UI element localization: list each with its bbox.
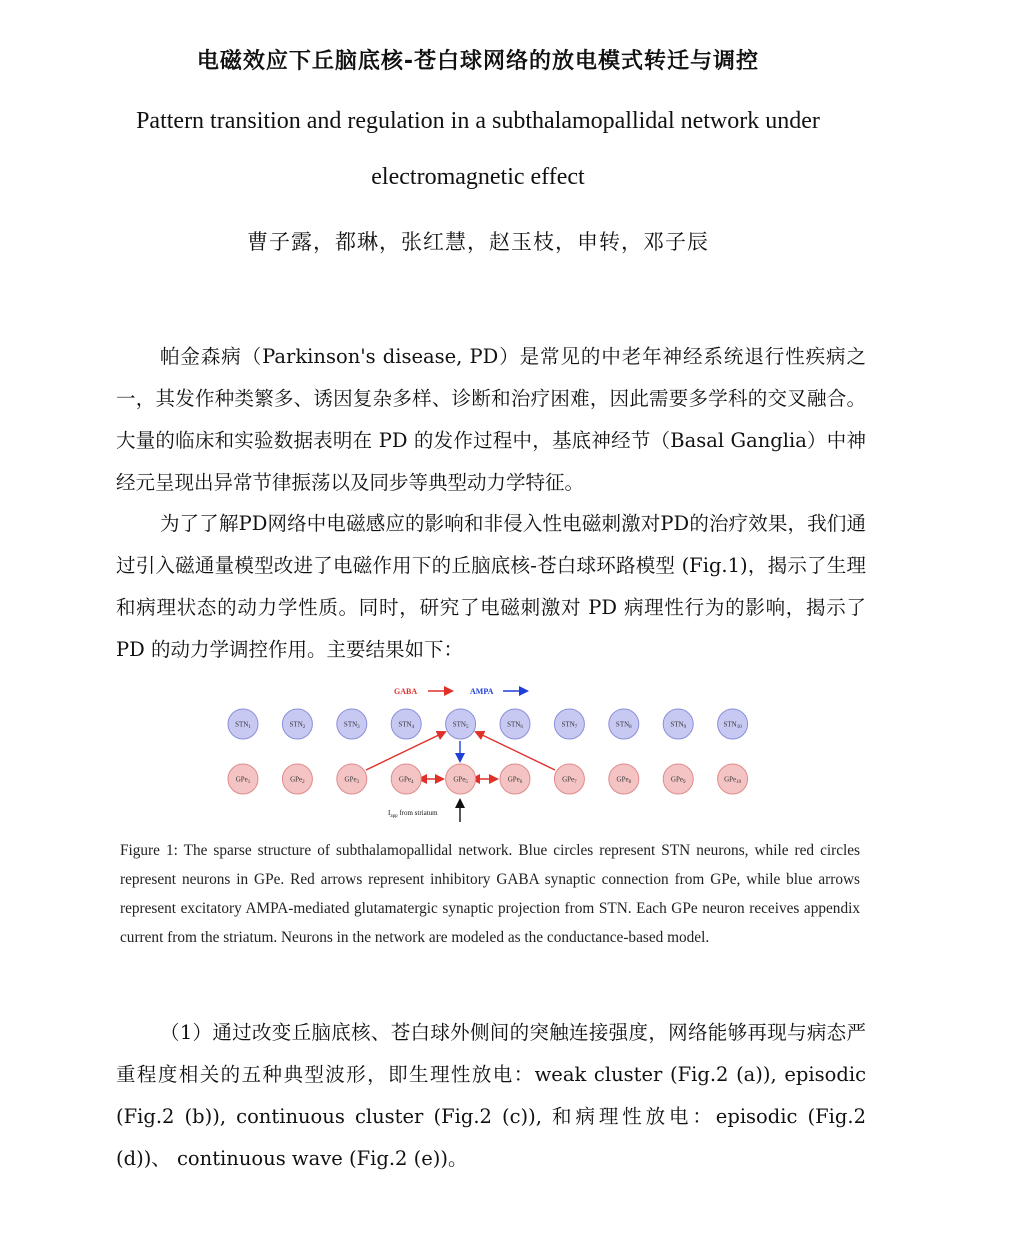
paragraph-intro: 帕金森病（Parkinson's disease, PD）是常见的中老年神经系统退行性疾病之一，其发作种类繁多、诱因复杂多样、诊断和治疗困难，因此需要多学科的交叉融合。大量的临床和实验数据表明在 PD 的发作过程中，基底神经节（Basal Ganglia）中神经元呈现出异常节律振荡以及同步等典型动力学特征。 <box>116 345 866 494</box>
gpe-neuron-label-9: GPe$_9$ <box>670 775 686 785</box>
gpe-neuron-label-8: GPe$_8$ <box>616 775 632 785</box>
stn-neuron-label-1: $STN_1$ <box>235 720 251 730</box>
network-figure <box>0 676 1024 826</box>
stn-neuron-label-3: $STN_3$ <box>343 720 360 730</box>
paper-title-cn: 电磁效应下丘脑底核-苍白球网络的放电模式转迁与调控 <box>196 49 760 74</box>
stn-neuron-label-7: $STN_7$ <box>561 720 578 730</box>
paper-title-en-line1: Pattern transition and regulation in a subthalamopallidal network under <box>136 108 820 134</box>
gpe-neuron-label-6: GPe$_6$ <box>507 775 523 785</box>
gpe-neuron-label-10: GPe$_{10}$ <box>724 775 742 785</box>
gpe-neuron-label-5: GPe$_5$ <box>453 775 468 785</box>
gpe-neuron-label-4: GPe$_4$ <box>398 775 414 785</box>
paragraph-result-1: （1）通过改变丘脑底核、苍白球外侧间的突触连接强度，网络能够再现与病态严重程度相关的五种典型波形，即生理性放电：weak cluster (Fig.2 (a)), episodic (Fig.2 (b)), continuous cluster (Fig.2 (c)), 和病理性放电：episodic (Fig.2 (d))、 continuous wave (Fig.2 (e))。 <box>116 1021 866 1170</box>
paragraph-method: 为了了解PD网络中电磁感应的影响和非侵入性电磁刺激对PD的治疗效果，我们通过引入磁通量模型改进了电磁作用下的丘脑底核-苍白球环路模型 (Fig.1)，揭示了生理和病理状态的动力学性质。同时，研究了电磁刺激对 PD 病理性行为的影响，揭示了 PD 的动力学调控作用。主要结果如下： <box>116 512 866 661</box>
legend-ampa-label: AMPA <box>470 687 494 696</box>
stn-neuron-label-6: $STN_6$ <box>507 720 523 730</box>
paper-title-en-line2: electromagnetic effect <box>371 164 585 190</box>
gpe-neuron-label-2: GPe$_2$ <box>290 775 305 785</box>
stn-neuron-label-4: $STN_4$ <box>398 720 415 730</box>
gpe-neuron-label-7: GPe$_7$ <box>562 775 577 785</box>
stn-neuron-label-10: $STN_{10}$ <box>723 720 742 730</box>
stn-neuron-label-5: $STN_5$ <box>452 720 469 730</box>
stn-neuron-label-8: $STN_8$ <box>615 720 632 730</box>
gpe-neuron-label-3: GPe$_3$ <box>344 775 360 785</box>
figure-caption: Figure 1: The sparse structure of subthalamopallidal network. Blue circles represent STN neurons, while red circles represent neurons in GPe. Red arrows represent inhibitory GABA synaptic connection from GPe, while blue arrows represent excitatory AMPA-mediated glutamatergic synaptic projection from STN. Each GPe neuron receives appendix current from the striatum. Neurons in the network are modeled as the conductance-based model. <box>120 842 860 946</box>
iapp-label: $I_{app}$ from striatum <box>388 809 438 819</box>
gpe-neuron-label-1: GPe$_1$ <box>235 775 251 785</box>
legend-gaba-label: GABA <box>394 687 418 696</box>
stn-neuron-label-2: $STN_2$ <box>289 720 306 730</box>
author-list: 曹子露，都琳，张红慧，赵玉枝，申转，邓子辰 <box>247 230 709 254</box>
stn-neuron-label-9: $STN_9$ <box>670 720 687 730</box>
